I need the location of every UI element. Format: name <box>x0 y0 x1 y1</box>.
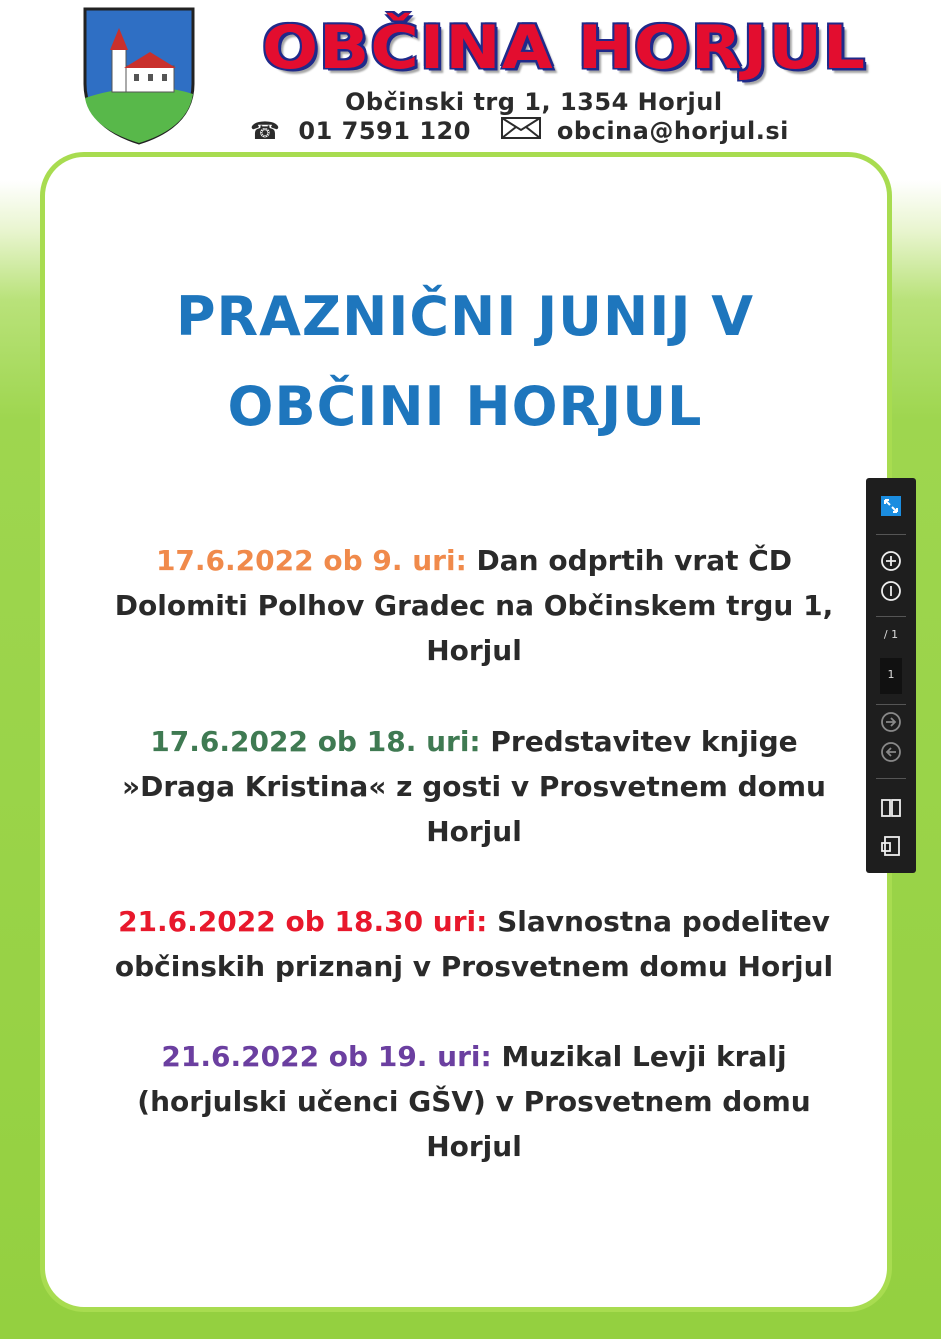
fit-page-icon[interactable] <box>878 493 904 519</box>
page-number-field[interactable] <box>880 658 902 694</box>
previous-page-icon[interactable] <box>878 739 904 765</box>
email-address: obcina@horjul.si <box>556 117 789 145</box>
contact-line <box>250 117 789 145</box>
event-description: (horjulski učenci GŠV) v Prosvetnem domu <box>137 1085 811 1118</box>
next-page-icon[interactable] <box>878 709 904 735</box>
page-title <box>60 272 870 452</box>
page-current: 1 <box>887 668 895 681</box>
title-line-1: PRAZNIČNI JUNIJ V <box>175 285 754 348</box>
event-item <box>60 538 888 673</box>
event-item <box>60 719 888 854</box>
event-datetime: 17.6.2022 ob 18. uri: <box>150 725 481 758</box>
two-page-view-icon[interactable] <box>878 795 904 821</box>
event-title: Dan odprtih vrat ČD <box>466 544 793 577</box>
address: Občinski trg 1, 1354 Horjul <box>345 88 723 116</box>
viewer-toolbar <box>866 478 916 873</box>
header <box>0 0 941 150</box>
municipality-crest-icon <box>82 6 196 146</box>
municipality-name: OBČINA HORJUL <box>261 12 867 83</box>
event-title: Slavnostna podelitev <box>487 905 830 938</box>
event-title: Predstavitev knjige <box>480 725 798 758</box>
event-description: občinskih priznanj v Prosvetnem domu Horjul <box>114 950 834 983</box>
title-line-2: OBČINI HORJUL <box>227 375 703 438</box>
event-datetime: 21.6.2022 ob 18.30 uri: <box>118 905 488 938</box>
event-title: Muzikal Levji kralj <box>491 1040 787 1073</box>
document-view-icon[interactable] <box>878 833 904 859</box>
event-location: Horjul <box>426 815 522 848</box>
event-description: »Draga Kristina« z gosti v Prosvetnem domu <box>122 770 826 803</box>
event-item <box>60 1034 888 1169</box>
event-description: Dolomiti Polhov Gradec na Občinskem trgu 1, <box>114 589 834 622</box>
event-datetime: 17.6.2022 ob 9. uri: <box>155 544 467 577</box>
zoom-in-icon[interactable] <box>878 548 904 574</box>
event-datetime: 21.6.2022 ob 19. uri: <box>161 1040 492 1073</box>
envelope-icon <box>501 117 541 145</box>
event-item <box>60 899 888 989</box>
event-location: Horjul <box>426 634 522 667</box>
phone-number: 01 7591 120 <box>298 117 471 145</box>
zoom-out-icon[interactable] <box>878 578 904 604</box>
page-total: / 1 <box>883 628 899 641</box>
telephone-icon: ☎ <box>250 117 281 145</box>
event-location: Horjul <box>426 1130 522 1163</box>
